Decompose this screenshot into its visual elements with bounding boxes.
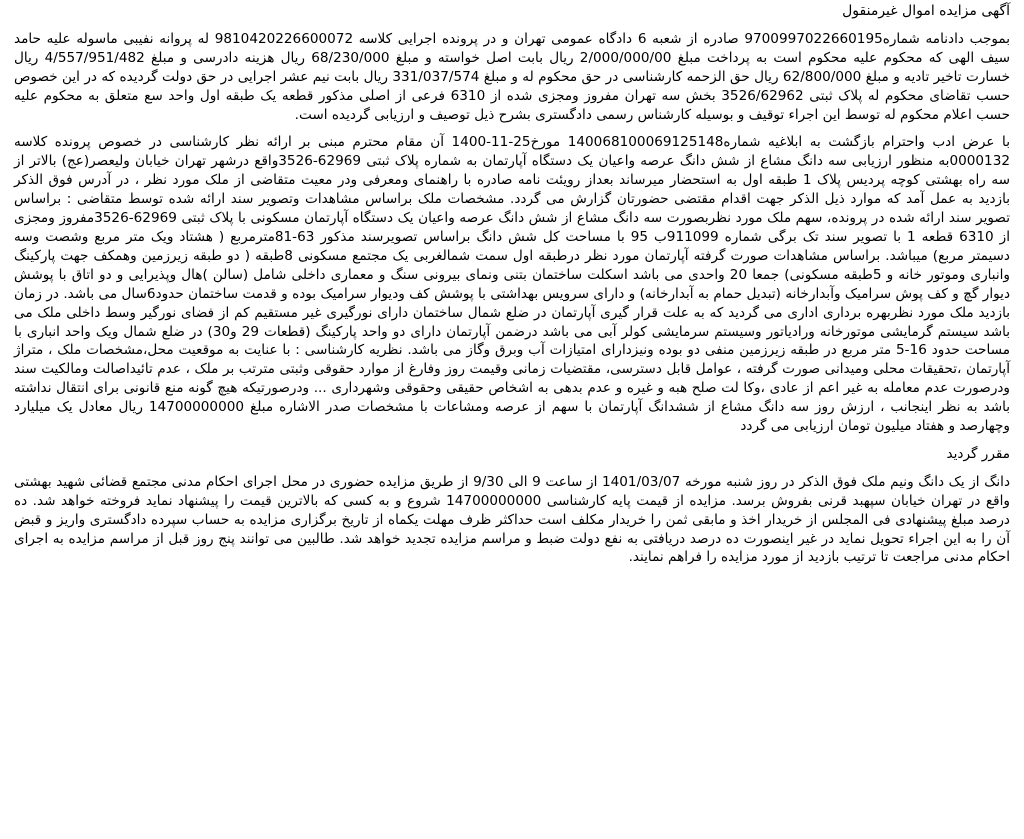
intro-paragraph: بموجب دادنامه شماره9700997022660195 صادره از شعبه 6 دادگاه عمومی تهران و در پرونده اجرایی کلاسه 9810420226600072 له پروانه نفیبی ماسوله علیه حامد سیف الهی که محکوم علیه محکوم است به پرداخت مبلغ 2/000/000/00 ریال بابت اصل خواسته و مبلغ 68/230/000 ریال هزینه دادرسی و مبلغ 4/557/951/482 ریال خسارت تاخیر تادیه و مبلغ 62/800/000 ریال حق الزحمه کارشناسی در حق محکوم له و مبلغ 331/037/574 ریال بابت نیم عشر اجرایی در حق دولت گردیده که در این خصوص حسب تقاضای محکوم له پلاک ثبتی 3526/62962 بخش سه تهران مفروز ومجزی شده از 6310 فرعی از اصلی مذکور قطعه یک طبقه اول واحد سع متعلق به محکوم علیه حسب اعلام محکوم له توسط این اجراء توقیف و بوسیله کارشناس رسمی دادگستری بشرح ذیل توصیف و ارزیابی گردیده است. [14,30,1011,123]
expert-report-paragraph: با عرض ادب واحترام بازگشت به ابلاغیه شماره140068100069125148 مورخ25-11-1400 آن مقام محترم مبنی بر ارائه نظر کارشناسی در خصوص پرونده کلاسه 0000132به منظور ارزیابی سه دانگ مشاع از شش دانگ عرصه واعیان یک دستگاه آپارتمان به شماره پلاک ثبتی 62969-3526واقع درشهر تهران خیابان ولیعصر(عج) بالاتر از سه راه بهشتی کوچه پردیس پلاک 1 طبقه اول به استحضار میرساند بعداز رویئت نامه صادره با راهنمای ومعرفی ودر معیت متقاضی از ملک مورد نظر ، در آدرس فوق الذکر بازدید به عمل آمد که موارد ذیل الذکر جهت اقدام مقتضی حضورتان گزارش می گردد. مشخصات ملک براساس مشاهدات وتصویر سند ارائه شده توسط متقاضی : براساس تصویر سند ارائه شده در پرونده، سهم ملک مورد نظربصورت سه دانگ مشاع از شش دانگ عرصه واعیان یک دستگاه آپارتمان مسکونی با پلاک ثبتی 62969-3526مفروز ومجزی از 6310 قطعه 1 با تصویر سند تک برگی شماره 911099ب 95 با مساحت کل شش دانگ براساس تصویرسند مذکور 63-81مترمربع ( هشتاد ویک متر مربع وشصت وسه دسیمتر مربع) میباشد. براساس مشاهدات صورت گرفته آپارتمان مورد نظر درطبقه اول سمت شمالغربی یک مجتمع مسکونی 8طبقه ( دو طبقه زیرزمین وهمکف جهت پارکینگ وانباری وموتور خانه و 5طبقه مسکونی) جمعا 20 واحدی می باشد اسکلت ساختمان بتنی ونمای بیرونی سنگ و معماری داخلی شامل (سالن )هال وپذیرایی و دو اتاق با پوشش دیوار گچ و کف پوش سرامیک وآبدارخانه (تبدیل حمام به آبدارخانه) و دارای سرویس بهداشتی با پوشش کف ودیوار سرامیک بوده و قدمت ساختمان حدود6سال می باشد. در زمان بازدید ملک مورد نظربهره برداری اداری می گردید که به علت قرار گیری آپارتمان در ضلع شمال ساختمان دارای نورگیری غیر مستقیم کم از فضای نورگیر وسط داخلی ملک می باشد سیستم گرمایشی موتورخانه ورادیاتور وسیستم سرمایشی کولر آبی می باشد درضمن آپارتمان دارای دو واحد پارکینگ (قطعات 29 و30) در ضلع شمال ویک واحد انباری با مساحت حدود 16-5 متر مربع در طبقه زیرزمین منفی دو بوده ونیزدارای امتیازات آب وبرق وگاز می باشد. نظریه کارشناسی : با عنایت به موقعیت محل،مشخصات ملک ، متراژ آپارتمان ،تحقیقات محلی ومیدانی صورت گرفته ، عوامل قابل دسترسی، مقتضیات زمانی وقیمت روز وفارغ از موارد حقوقی وثبتی مترتب بر ملک ، عدم تائیداصالت ومالکیت سند ودرصورت عدم معامله به غیر اعم از عادی ،وکا لت صلح هبه و غیره و عدم بدهی به اشخاص حقیقی وحقوقی وشهرداری ... ودرصورتیکه هیچ گونه منع قانونی برای انتقال نداشته باشد به نظر اینجانب ، ارزش روز سه دانگ مشاع از ششدانگ آپارتمان با سهم از عرصه ومشاعات با مشخصات صدر الاشاره مبلغ 14700000000 ریال معادل یک میلیارد وچهارصد و هفتاد میلیون تومان ارزیابی می گردد [14,134,1011,435]
decided-heading: مقرر گردید [946,445,1010,462]
notice-title: آگهی مزایده اموال غیرمنقول [842,3,1010,19]
auction-terms-paragraph: دانگ از یک دانگ ونیم ملک فوق الذکر در روز شنبه مورخه 1401/03/07 از ساعت 9 الی 9/30 از طریق مزایده حضوری در محل اجرای احکام مدنی مجتمع قضائی شهید بهشتی واقع در تهران خیابان سپهبد قرنی بفروش برسد. مزایده از قیمت پایه کارشناسی 14700000000 شروع و به کسی که بالاترین قیمت را پیشنهاد نماید فروخته خواهد شد. ده درصد مبلغ پیشنهادی فی المجلس از خریدار اخذ و مابقی ثمن را خریدار مکلف است حداکثر ظرف مهلت یکماه از تاریخ برگزاری مزایده به حساب سپرده دادگستری واریز و قبض آن را به این اجراء تحویل نماید در غیر اینصورت ده درصد دریافتی به نفع دولت ضبط و مراسم مزایده تجدید خواهد شد. طالبین می توانند پنج روز قبل از مراسم مزایده به اجرای احکام مدنی مراجعت تا ترتیب بازدید از مورد مزایده را فراهم نمایند. [14,473,1010,566]
